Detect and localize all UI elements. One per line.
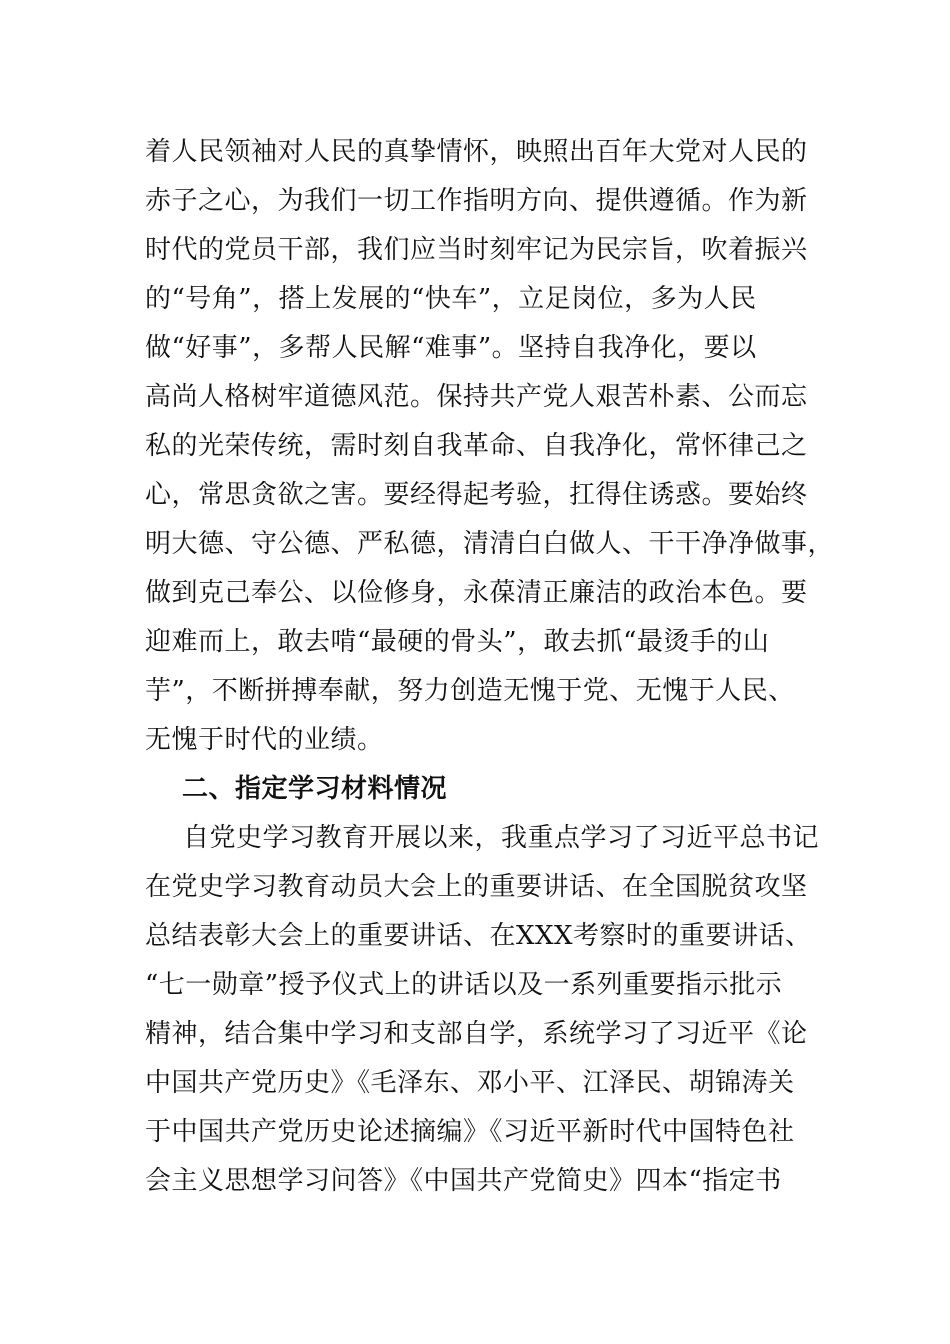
body-text-line: 心，常思贪欲之害。要经得起考验，扛得住诱惑。要始终 (145, 480, 808, 510)
body-text-line: 高尚人格树牢道德风范。保持共产党人艰苦朴素、公而忘 (145, 382, 808, 412)
body-text-line: 的“号角”，搭上发展的“快车”，立足岗位，多为人民 (145, 284, 757, 314)
body-text-line: 会主义思想学习问答》《中国共产党简史》四本“指定书 (145, 1166, 782, 1196)
body-text-line: 自党史学习教育开展以来，我重点学习了习近平总书记 (183, 823, 820, 853)
body-text-line: 无愧于时代的业绩。 (145, 725, 384, 755)
body-text-line: 精神，结合集中学习和支部自学，系统学习了习近平《论 (145, 1019, 808, 1049)
body-text-line: 迎难而上，敢去啃“最硬的骨头”，敢去抓“最烫手的山 (145, 627, 770, 657)
body-text-line: “七一勋章”授予仪式上的讲话以及一系列重要指示批示 (145, 970, 783, 1000)
body-text-line: 着人民领袖对人民的真挚情怀，映照出百年大党对人民的 (145, 137, 808, 167)
body-text-line: 私的光荣传统，需时刻自我革命、自我净化，常怀律己之 (145, 431, 808, 461)
body-text-line: 中国共产党历史》《毛泽东、邓小平、江泽民、胡锦涛关 (145, 1068, 795, 1098)
section-heading: 二、指定学习材料情况 (182, 774, 448, 804)
body-text-line: 明大德、守公德、严私德，清清白白做人、干干净净做事， (145, 529, 835, 559)
body-text-line: 做到克己奉公、以俭修身，永葆清正廉洁的政治本色。要 (145, 578, 808, 608)
body-text-line: 赤子之心，为我们一切工作指明方向、提供遵循。作为新 (145, 186, 808, 216)
body-text-line: 时代的党员干部，我们应当时刻牢记为民宗旨，吹着振兴 (145, 235, 808, 265)
body-text-line: 芋”，不断拼搏奉献，努力创造无愧于党、无愧于人民、 (145, 676, 795, 706)
body-text-line: 在党史学习教育动员大会上的重要讲话、在全国脱贫攻坚 (145, 872, 808, 902)
body-text-line: 做“好事”，多帮人民解“难事”。坚持自我净化，要以 (145, 333, 757, 363)
body-text-line: 于中国共产党历史论述摘编》《习近平新时代中国特色社 (145, 1117, 795, 1147)
body-text-line: 总结表彰大会上的重要讲话、在XXX考察时的重要讲话、 (145, 921, 812, 951)
